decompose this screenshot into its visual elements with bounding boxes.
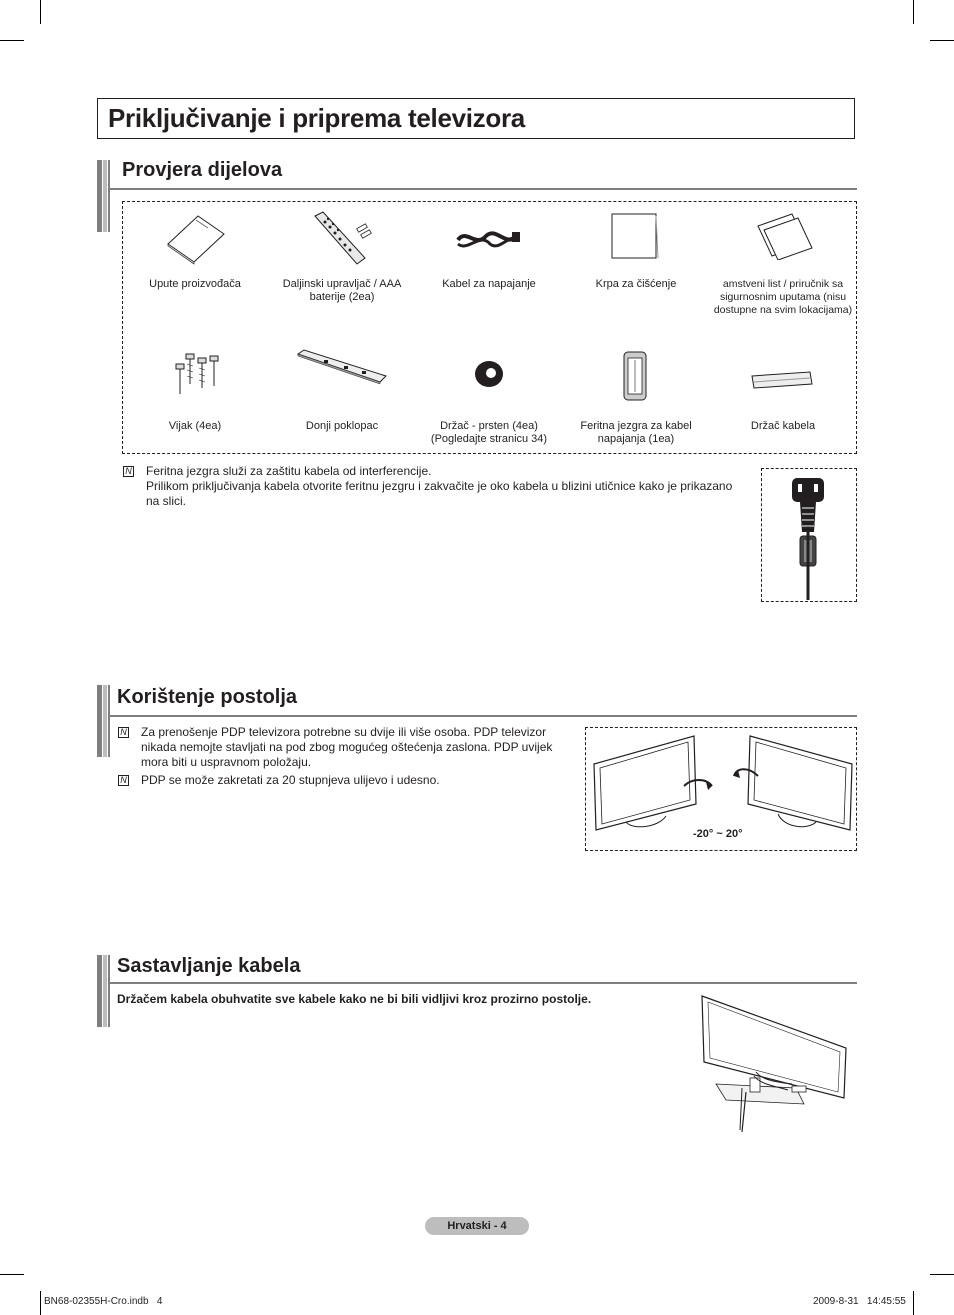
note-icon: N xyxy=(118,775,129,786)
section-rule xyxy=(110,715,857,717)
power-cable-icon xyxy=(452,218,524,258)
screws-icon xyxy=(168,350,228,400)
section-bar xyxy=(97,685,102,757)
page-number-badge: Hrvatski - 4 xyxy=(425,1217,529,1235)
note-icon: N xyxy=(123,466,134,477)
crop-mark xyxy=(0,40,24,41)
crop-mark xyxy=(913,1291,914,1315)
crop-mark xyxy=(0,1274,24,1275)
rotation-label: -20° ~ 20° xyxy=(693,828,743,840)
warranty-card-icon xyxy=(752,210,816,260)
section-bar xyxy=(108,955,110,1027)
print-timestamp: 2009-8-31 14:45:55 xyxy=(813,1296,906,1307)
section-title-parts: Provjera dijelova xyxy=(122,159,283,181)
manual-icon xyxy=(160,208,230,266)
section-rule xyxy=(110,982,857,984)
crop-mark xyxy=(913,0,914,24)
part-label: Feritna jezgra za kabel napajanja (1ea) xyxy=(580,420,692,445)
section-rule xyxy=(110,188,857,190)
part-label: Držač kabela xyxy=(750,420,816,432)
page-title: Priključivanje i priprema televizora xyxy=(108,103,525,133)
section-bar xyxy=(97,160,102,232)
section-bar xyxy=(103,160,107,232)
note-icon: N xyxy=(118,727,129,738)
part-label: Držač - prsten (4ea) (Pogledajte stranicu 34) xyxy=(430,420,548,445)
crop-mark xyxy=(40,0,41,24)
section-bar xyxy=(97,955,102,1027)
part-label: Krpa za čišćenje xyxy=(595,278,677,290)
section-bar xyxy=(103,955,107,1027)
section-bar xyxy=(103,685,107,757)
section-bar xyxy=(108,160,110,232)
section-title-stand: Korištenje postolja xyxy=(117,686,298,708)
bottom-cover-icon xyxy=(294,346,390,386)
ferrite-plug-illustration xyxy=(780,472,838,600)
crop-mark xyxy=(930,1274,954,1275)
crop-mark xyxy=(40,1291,41,1315)
file-info: BN68-02355H-Cro.indb 4 xyxy=(44,1296,163,1307)
part-label: Donji poklopac xyxy=(305,420,379,432)
part-label: Kabel za napajanje xyxy=(442,278,536,290)
part-label: Upute proizvođača xyxy=(149,278,241,290)
part-label: Vijak (4ea) xyxy=(168,420,222,432)
cables-instruction: Držačem kabela obuhvatite sve kabele kako ne bi bili vidljivi kroz prozirno postolje. xyxy=(117,992,592,1006)
section-bar xyxy=(108,685,110,757)
section-title-cables: Sastavljanje kabela xyxy=(117,955,301,977)
cloth-icon xyxy=(608,210,662,262)
stand-note-1: Za prenošenje PDP televizora potrebne su dvije ili više osoba. PDP televizor nikada nemojte stavljati na pod zbog mogućeg oštećenja zaslona. PDP uvijek mora biti u uspravnom položaju. xyxy=(141,725,553,769)
cable-assembly-illustration xyxy=(696,992,856,1137)
part-label: Daljinski upravljač / AAA baterije (2ea) xyxy=(282,278,402,303)
crop-mark xyxy=(930,40,954,41)
stand-note-2: PDP se može zakretati za 20 stupnjeva ulijevo i udesno. xyxy=(141,773,440,787)
tv-rotation-illustration xyxy=(588,730,854,832)
ring-holder-icon xyxy=(470,357,508,391)
cable-holder-icon xyxy=(748,366,814,394)
ferrite-note-line2: Prilikom priključivanja kabela otvorite feritnu jezgru i zakvačite je oko kabela u blizini utičnice kako je prikazano na slici. xyxy=(146,479,733,508)
remote-icon xyxy=(305,208,380,270)
ferrite-core-icon xyxy=(620,348,650,404)
ferrite-note-line1: Feritna jezgra služi za zaštitu kabela od interferencije. xyxy=(146,464,432,478)
page-title-box xyxy=(97,98,855,139)
part-label: amstveni list / priručnik sa sigurnosnim uputama (nisu dostupne na svim lokacijama) xyxy=(713,278,853,316)
